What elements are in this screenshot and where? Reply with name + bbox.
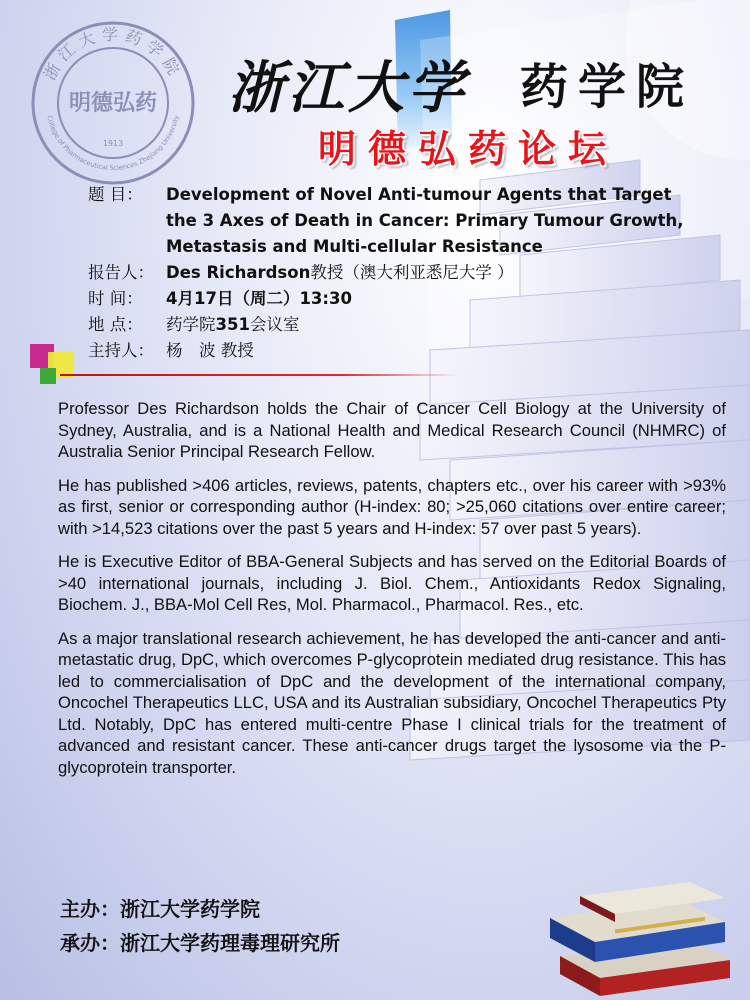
bio-paragraph-1: Professor Des Richardson holds the Chair of Cancer Cell Biology at the University of Sydney, Australia, and is a National Health and Medical Research Council (NHMRC) of Australia Senior Principal Research Fellow. xyxy=(58,399,726,461)
lecture-info xyxy=(88,182,706,364)
seal-ring-text-en: College of Pharmaceutical Sciences Zhejiang University xyxy=(45,114,181,173)
bio-paragraph-3: He is Executive Editor of BBA-General Subjects and has served on the Editorial Boards of >40 international journals, including J. Biol. Chem., Antioxidants Redox Signaling, Biochem. J., BBA-Mol Cell Res, Mol. Pharmacol., Pharmacol. Res., etc. xyxy=(58,552,726,614)
host-name: 杨 波 教授 xyxy=(166,341,254,360)
university-seal xyxy=(28,18,198,188)
college-name: 药学院 xyxy=(520,59,695,115)
books-icon xyxy=(540,878,740,998)
decor-square-green xyxy=(40,368,56,384)
time-row xyxy=(88,286,706,312)
bio-paragraph-2: He has published >406 articles, reviews, patents, chapters etc., over his career with >93% as first, senior or corresponding author (H-index: 80; >25,060 citations over entire career; with >14,523 citations over the past 5 years and H-index: 57 over past 5 years). xyxy=(58,475,726,538)
seal-year: 1913 xyxy=(102,139,124,148)
lecture-time: 4月17日（周二）13:30 xyxy=(166,289,352,308)
seal-ring-text: 浙江大学药学院 xyxy=(39,25,187,84)
divider-rule xyxy=(60,374,460,376)
title-row xyxy=(88,182,706,260)
time-label: 时 间： xyxy=(88,289,143,308)
forum-title: 明德弘药论坛 xyxy=(318,126,619,171)
speaker-name: Des Richardson xyxy=(166,263,311,282)
co-organizer: 承办：浙江大学药理毒理研究所 xyxy=(60,931,340,955)
lecture-title: Development of Novel Anti-tumour Agents that Target the 3 Axes of Death in Cancer: Primary Tumour Growth, Metastasis and Multi-cellular Resistance xyxy=(166,185,684,256)
speaker-biography xyxy=(58,398,726,790)
bio-paragraph-4: As a major translational research achievement, he has developed the anti-cancer and anti-metastatic drug, DpC, which overcomes P-glycoprotein mediated drug resistance. This has led to commercialisation of DpC and the development of the international company, Oncochel Therapeutics LLC, USA and its Australian subsidiary, Oncochel Therapeutics Pty Ltd. Notably, DpC has entered multi-centre Phase I clinical trials for the treatment of advanced and resistant cancer. These anti-cancer drugs target the lysosome via the P-glycoprotein transporter. xyxy=(58,628,726,777)
place-building: 药学院 xyxy=(166,315,216,334)
place-row xyxy=(88,312,706,338)
seal-center-text: 明德弘药 xyxy=(68,90,158,116)
title-label: 题 目： xyxy=(88,185,143,204)
speaker-affiliation: 教授（澳大利亚悉尼大学 ） xyxy=(310,263,514,282)
organizers xyxy=(60,892,340,960)
host-row xyxy=(88,338,706,364)
university-name: 浙江大学 xyxy=(228,55,468,121)
host-label: 主持人： xyxy=(88,341,154,360)
speaker-label: 报告人： xyxy=(88,263,154,282)
speaker-row xyxy=(88,260,706,286)
organizer: 主办：浙江大学药学院 xyxy=(60,897,260,921)
place-room: 会议室 xyxy=(249,315,300,334)
place-room-number: 351 xyxy=(215,315,250,334)
place-label: 地 点： xyxy=(88,315,143,334)
